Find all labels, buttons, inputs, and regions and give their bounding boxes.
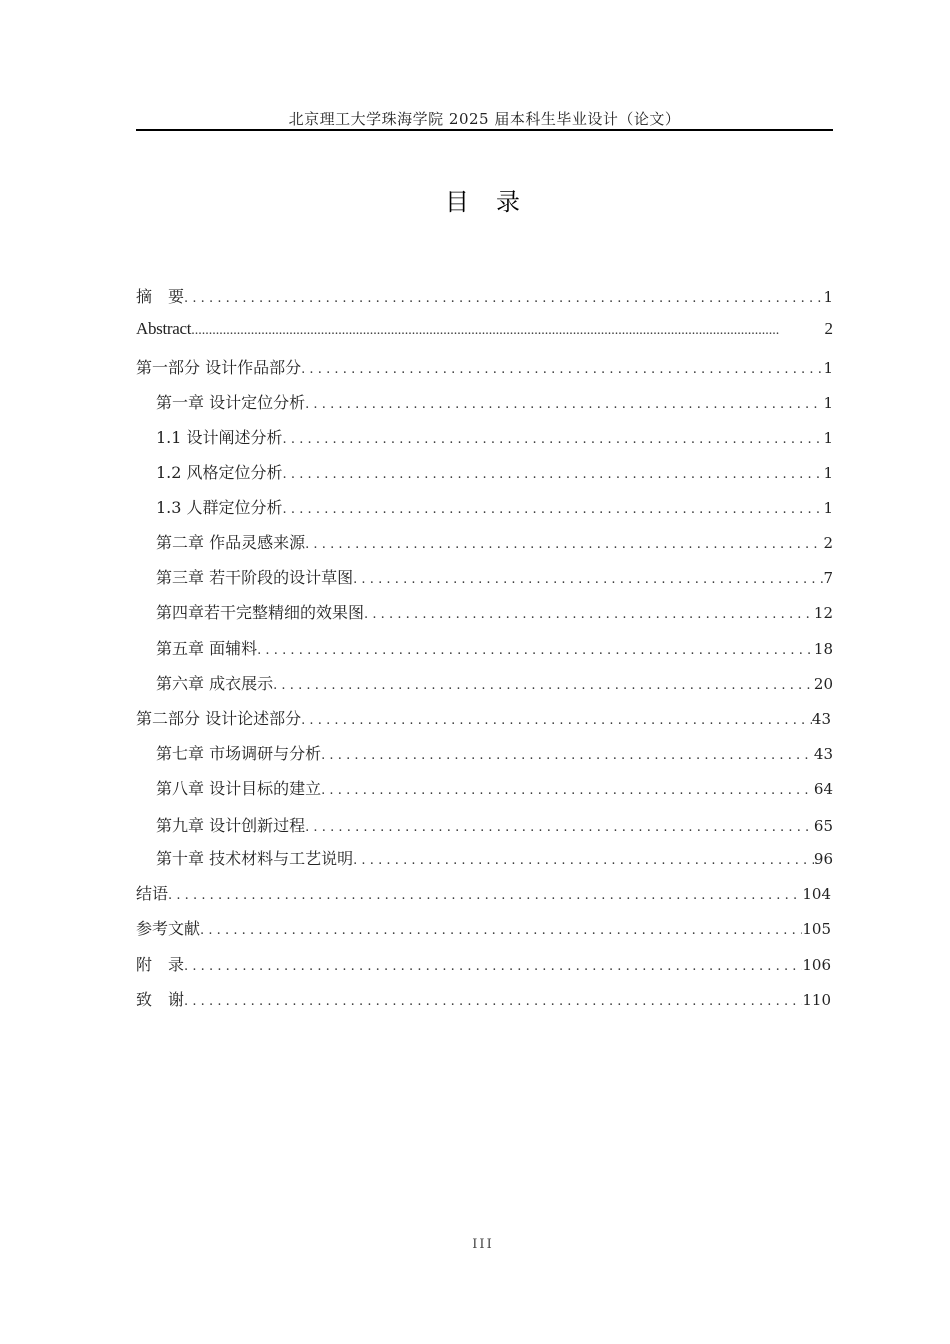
toc-entry[interactable]: [136, 987, 833, 1011]
toc-leader-dots: [305, 820, 814, 835]
toc-entry-label[interactable]: 第四章若干完整精细的效果图: [156, 603, 365, 622]
page-title: [0, 182, 950, 217]
toc-entry-label[interactable]: 1.1 设计阐述分析: [156, 428, 283, 447]
toc-leader-dots: [301, 362, 823, 377]
toc-entry-page[interactable]: 1: [823, 359, 833, 377]
toc-leader-dots: [321, 748, 814, 763]
toc-entry[interactable]: [136, 881, 833, 905]
title-char-2: 录: [496, 188, 521, 216]
toc-entry-page[interactable]: 2: [823, 534, 833, 552]
toc-entry[interactable]: [136, 636, 833, 660]
toc-leader-dots: [301, 713, 812, 728]
toc-entry-page[interactable]: 43: [813, 745, 833, 763]
header-rule: [136, 129, 833, 131]
toc-entry-page[interactable]: 43: [811, 710, 831, 728]
toc-entry-page[interactable]: 1: [823, 464, 833, 482]
toc-entry-page[interactable]: 1: [823, 394, 833, 412]
toc-entry-page[interactable]: 64: [813, 780, 833, 798]
toc-entry[interactable]: [136, 813, 833, 837]
toc-leader-dots: [353, 572, 823, 587]
toc-entry-label[interactable]: 第九章 设计创新过程: [156, 816, 306, 835]
toc-entry-label[interactable]: 第七章 市场调研与分析: [156, 744, 322, 763]
toc-entry[interactable]: [136, 355, 833, 379]
toc-entry-label[interactable]: 第二部分 设计论述部分: [136, 709, 302, 728]
toc-entry[interactable]: [136, 390, 833, 414]
toc-leader-dots: [273, 678, 814, 693]
toc-leader-dots: [168, 888, 802, 903]
toc-entry-page[interactable]: 18: [813, 640, 833, 658]
toc-entry-page[interactable]: 105: [802, 920, 831, 938]
toc-entry-page[interactable]: 2: [824, 319, 833, 338]
toc-leader-dots: [184, 994, 802, 1009]
toc-leader-dots: [305, 397, 823, 412]
toc-entry-label[interactable]: 1.2 风格定位分析: [156, 463, 283, 482]
toc-entry-label[interactable]: 第八章 设计目标的建立: [156, 779, 322, 798]
toc-entry[interactable]: [136, 495, 833, 519]
toc-entry[interactable]: [136, 671, 833, 695]
toc-entry[interactable]: [136, 952, 833, 976]
toc-entry[interactable]: [136, 846, 833, 870]
toc-entry-label[interactable]: 致 谢: [136, 990, 185, 1009]
toc-entry-label[interactable]: 结语: [136, 884, 169, 903]
running-header: 北京理工大学珠海学院 2025 届本科生毕业设计（论文）: [288, 110, 681, 128]
toc-entry[interactable]: [136, 319, 833, 343]
toc-entry-page[interactable]: 106: [802, 956, 831, 974]
toc-entry[interactable]: [136, 776, 833, 800]
toc-leader-dots: [283, 502, 824, 517]
toc-entry-label[interactable]: 第二章 作品灵感来源: [156, 533, 306, 552]
toc-entry-page[interactable]: 104: [802, 885, 831, 903]
toc-entry-label[interactable]: 第一章 设计定位分析: [156, 393, 306, 412]
toc-entry[interactable]: [136, 706, 833, 730]
toc-leader-dots: [305, 537, 823, 552]
toc-entry-label[interactable]: 第一部分 设计作品部分: [136, 358, 302, 377]
toc-entry-page[interactable]: 1: [823, 429, 833, 447]
toc-entry-page[interactable]: 96: [813, 850, 833, 868]
toc-entry[interactable]: [136, 530, 833, 554]
toc-entry-label[interactable]: 摘 要: [136, 287, 185, 306]
toc-entry-label[interactable]: 第六章 成衣展示: [156, 674, 274, 693]
toc-entry-label[interactable]: Abstract: [136, 319, 192, 338]
title-char-1: 目: [445, 188, 470, 216]
toc-entry-page[interactable]: 12: [813, 604, 833, 622]
toc-entry-label[interactable]: 第十章 技术材料与工艺说明: [156, 849, 354, 868]
toc-entry-page[interactable]: 1: [823, 499, 833, 517]
toc-leader-dots: [200, 923, 802, 938]
toc-entry[interactable]: [136, 460, 833, 484]
toc-entry-page[interactable]: 110: [802, 991, 831, 1009]
toc-entry[interactable]: [136, 600, 833, 624]
toc-leader-dots: [257, 643, 814, 658]
toc-entry[interactable]: [136, 565, 833, 589]
toc-leader-dots: [191, 323, 824, 339]
toc-leader-dots: [283, 432, 824, 447]
toc-leader-dots: [184, 291, 823, 306]
toc-leader-dots: [353, 853, 814, 868]
toc-entry-page[interactable]: 1: [823, 288, 833, 306]
toc-entry-label[interactable]: 第三章 若干阶段的设计草图: [156, 568, 354, 587]
toc-leader-dots: [364, 607, 814, 622]
toc-entry[interactable]: [136, 916, 833, 940]
toc-leader-dots: [321, 783, 814, 798]
toc-entry-label[interactable]: 附 录: [136, 955, 185, 974]
toc-leader-dots: [283, 467, 824, 482]
toc-entry-page[interactable]: 20: [813, 675, 833, 693]
toc-entry[interactable]: [136, 284, 833, 308]
toc-entry-page[interactable]: 7: [823, 569, 833, 587]
toc-leader-dots: [184, 959, 802, 974]
toc-entry-page[interactable]: 65: [813, 817, 833, 835]
toc-entry[interactable]: [136, 425, 833, 449]
toc-entry-label[interactable]: 第五章 面辅料: [156, 639, 258, 658]
toc-entry-label[interactable]: 1.3 人群定位分析: [156, 498, 283, 517]
page-number: III: [472, 1237, 494, 1252]
toc-entry[interactable]: [136, 741, 833, 765]
toc-entry-label[interactable]: 参考文献: [136, 919, 201, 938]
